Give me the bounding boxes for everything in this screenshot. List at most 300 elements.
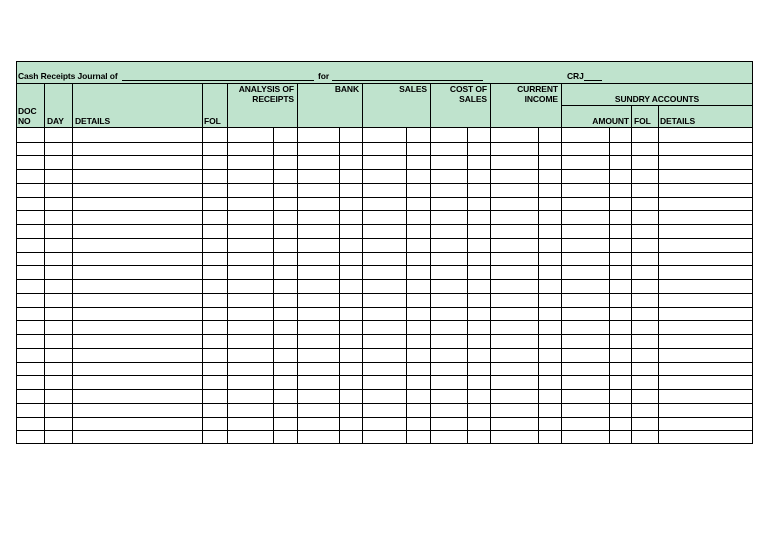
entry-cell[interactable] xyxy=(363,129,406,142)
entry-cell[interactable] xyxy=(431,308,467,320)
entry-cell[interactable] xyxy=(340,253,362,265)
entry-cell[interactable] xyxy=(17,170,44,183)
entry-cell[interactable] xyxy=(363,294,406,307)
entry-cell[interactable] xyxy=(468,335,490,348)
entry-cell[interactable] xyxy=(468,390,490,403)
entry-cell[interactable] xyxy=(228,253,273,265)
entry-cell[interactable] xyxy=(539,431,561,444)
entry-cell[interactable] xyxy=(632,184,658,197)
entry-cell[interactable] xyxy=(431,156,467,169)
entry-cell[interactable] xyxy=(73,198,202,210)
entry-cell[interactable] xyxy=(610,198,631,210)
entry-cell[interactable] xyxy=(431,349,467,362)
entry-cell[interactable] xyxy=(431,431,467,444)
entry-cell[interactable] xyxy=(298,349,339,362)
entry-cell[interactable] xyxy=(228,280,273,293)
entry-cell[interactable] xyxy=(228,184,273,197)
entry-cell[interactable] xyxy=(228,349,273,362)
entry-cell[interactable] xyxy=(17,294,44,307)
entry-cell[interactable] xyxy=(298,170,339,183)
entry-cell[interactable] xyxy=(407,239,430,252)
entry-cell[interactable] xyxy=(659,418,753,430)
entry-cell[interactable] xyxy=(274,308,297,320)
entry-cell[interactable] xyxy=(562,335,609,348)
entry-cell[interactable] xyxy=(274,129,297,142)
entry-cell[interactable] xyxy=(468,404,490,417)
entry-cell[interactable] xyxy=(298,129,339,142)
entry-cell[interactable] xyxy=(491,404,538,417)
entry-cell[interactable] xyxy=(228,321,273,334)
entry-cell[interactable] xyxy=(340,129,362,142)
entry-cell[interactable] xyxy=(73,404,202,417)
entry-cell[interactable] xyxy=(659,225,753,238)
entry-cell[interactable] xyxy=(632,308,658,320)
entry-cell[interactable] xyxy=(274,404,297,417)
entry-cell[interactable] xyxy=(363,225,406,238)
entry-cell[interactable] xyxy=(203,198,227,210)
entry-cell[interactable] xyxy=(610,239,631,252)
entry-cell[interactable] xyxy=(363,198,406,210)
entry-cell[interactable] xyxy=(203,170,227,183)
entry-cell[interactable] xyxy=(228,239,273,252)
entry-cell[interactable] xyxy=(491,376,538,389)
entry-cell[interactable] xyxy=(632,335,658,348)
entry-cell[interactable] xyxy=(491,363,538,375)
entry-cell[interactable] xyxy=(539,170,561,183)
entry-cell[interactable] xyxy=(73,170,202,183)
entry-cell[interactable] xyxy=(340,143,362,155)
entry-cell[interactable] xyxy=(228,156,273,169)
entry-cell[interactable] xyxy=(274,211,297,224)
entry-cell[interactable] xyxy=(203,308,227,320)
entry-cell[interactable] xyxy=(491,390,538,403)
entry-cell[interactable] xyxy=(203,253,227,265)
entry-cell[interactable] xyxy=(468,184,490,197)
entry-cell[interactable] xyxy=(632,156,658,169)
entry-cell[interactable] xyxy=(45,170,72,183)
entry-cell[interactable] xyxy=(228,170,273,183)
entry-cell[interactable] xyxy=(491,349,538,362)
entry-cell[interactable] xyxy=(17,376,44,389)
entry-cell[interactable] xyxy=(340,266,362,279)
entry-cell[interactable] xyxy=(17,211,44,224)
entry-cell[interactable] xyxy=(363,321,406,334)
entry-cell[interactable] xyxy=(562,363,609,375)
entry-cell[interactable] xyxy=(203,431,227,444)
entry-cell[interactable] xyxy=(539,308,561,320)
entry-cell[interactable] xyxy=(363,266,406,279)
entry-cell[interactable] xyxy=(407,156,430,169)
entry-cell[interactable] xyxy=(431,198,467,210)
entry-cell[interactable] xyxy=(363,363,406,375)
entry-cell[interactable] xyxy=(17,156,44,169)
entry-cell[interactable] xyxy=(203,129,227,142)
entry-cell[interactable] xyxy=(203,143,227,155)
entry-cell[interactable] xyxy=(610,280,631,293)
entry-cell[interactable] xyxy=(274,266,297,279)
entry-cell[interactable] xyxy=(203,280,227,293)
entry-cell[interactable] xyxy=(228,225,273,238)
entry-cell[interactable] xyxy=(610,225,631,238)
entry-cell[interactable] xyxy=(203,335,227,348)
entry-cell[interactable] xyxy=(274,294,297,307)
entry-cell[interactable] xyxy=(45,198,72,210)
entry-cell[interactable] xyxy=(228,143,273,155)
entry-cell[interactable] xyxy=(431,390,467,403)
entry-cell[interactable] xyxy=(274,280,297,293)
entry-cell[interactable] xyxy=(491,198,538,210)
entry-cell[interactable] xyxy=(610,390,631,403)
entry-cell[interactable] xyxy=(491,321,538,334)
entry-cell[interactable] xyxy=(468,321,490,334)
entry-cell[interactable] xyxy=(228,404,273,417)
entry-cell[interactable] xyxy=(17,266,44,279)
entry-cell[interactable] xyxy=(298,431,339,444)
entry-cell[interactable] xyxy=(228,198,273,210)
entry-cell[interactable] xyxy=(73,363,202,375)
entry-cell[interactable] xyxy=(203,184,227,197)
entry-cell[interactable] xyxy=(491,418,538,430)
entry-cell[interactable] xyxy=(491,431,538,444)
entry-cell[interactable] xyxy=(228,335,273,348)
entry-cell[interactable] xyxy=(431,170,467,183)
entry-cell[interactable] xyxy=(539,184,561,197)
entry-cell[interactable] xyxy=(659,156,753,169)
entry-cell[interactable] xyxy=(45,280,72,293)
entry-cell[interactable] xyxy=(203,156,227,169)
entry-cell[interactable] xyxy=(407,184,430,197)
entry-cell[interactable] xyxy=(491,335,538,348)
entry-cell[interactable] xyxy=(468,170,490,183)
entry-cell[interactable] xyxy=(562,404,609,417)
entry-cell[interactable] xyxy=(431,266,467,279)
entry-cell[interactable] xyxy=(632,129,658,142)
entry-cell[interactable] xyxy=(340,363,362,375)
entry-cell[interactable] xyxy=(73,253,202,265)
entry-cell[interactable] xyxy=(468,211,490,224)
entry-cell[interactable] xyxy=(274,390,297,403)
entry-cell[interactable] xyxy=(73,390,202,403)
entry-cell[interactable] xyxy=(45,349,72,362)
entry-cell[interactable] xyxy=(203,363,227,375)
entry-cell[interactable] xyxy=(407,363,430,375)
entry-cell[interactable] xyxy=(363,349,406,362)
entry-cell[interactable] xyxy=(539,143,561,155)
entry-cell[interactable] xyxy=(73,335,202,348)
entry-cell[interactable] xyxy=(363,390,406,403)
entry-cell[interactable] xyxy=(562,129,609,142)
entry-cell[interactable] xyxy=(340,308,362,320)
entry-cell[interactable] xyxy=(610,253,631,265)
entry-cell[interactable] xyxy=(659,184,753,197)
entry-cell[interactable] xyxy=(17,280,44,293)
entry-cell[interactable] xyxy=(17,431,44,444)
entry-cell[interactable] xyxy=(610,308,631,320)
entry-cell[interactable] xyxy=(431,143,467,155)
entry-cell[interactable] xyxy=(468,143,490,155)
entry-cell[interactable] xyxy=(610,211,631,224)
entry-cell[interactable] xyxy=(45,376,72,389)
entry-cell[interactable] xyxy=(274,239,297,252)
entry-cell[interactable] xyxy=(562,280,609,293)
entry-cell[interactable] xyxy=(298,143,339,155)
entry-cell[interactable] xyxy=(45,418,72,430)
entry-cell[interactable] xyxy=(431,211,467,224)
entry-cell[interactable] xyxy=(45,390,72,403)
entry-cell[interactable] xyxy=(610,266,631,279)
entry-cell[interactable] xyxy=(298,225,339,238)
entry-cell[interactable] xyxy=(659,404,753,417)
entry-cell[interactable] xyxy=(407,280,430,293)
entry-cell[interactable] xyxy=(203,294,227,307)
entry-cell[interactable] xyxy=(228,431,273,444)
entry-cell[interactable] xyxy=(17,308,44,320)
entry-cell[interactable] xyxy=(45,335,72,348)
entry-cell[interactable] xyxy=(491,225,538,238)
entry-cell[interactable] xyxy=(468,129,490,142)
entry-cell[interactable] xyxy=(298,156,339,169)
entry-cell[interactable] xyxy=(468,294,490,307)
entry-cell[interactable] xyxy=(632,198,658,210)
entry-cell[interactable] xyxy=(340,418,362,430)
entry-cell[interactable] xyxy=(298,363,339,375)
entry-cell[interactable] xyxy=(340,184,362,197)
entry-cell[interactable] xyxy=(491,308,538,320)
entry-cell[interactable] xyxy=(562,266,609,279)
entry-cell[interactable] xyxy=(407,349,430,362)
entry-cell[interactable] xyxy=(562,321,609,334)
entry-cell[interactable] xyxy=(632,266,658,279)
entry-cell[interactable] xyxy=(632,225,658,238)
entry-cell[interactable] xyxy=(632,239,658,252)
entry-cell[interactable] xyxy=(431,253,467,265)
entry-cell[interactable] xyxy=(659,363,753,375)
entry-cell[interactable] xyxy=(298,266,339,279)
entry-cell[interactable] xyxy=(539,418,561,430)
entry-cell[interactable] xyxy=(363,280,406,293)
entry-cell[interactable] xyxy=(562,239,609,252)
entry-cell[interactable] xyxy=(298,390,339,403)
entry-cell[interactable] xyxy=(407,418,430,430)
entry-cell[interactable] xyxy=(298,418,339,430)
entry-cell[interactable] xyxy=(539,349,561,362)
entry-cell[interactable] xyxy=(632,431,658,444)
entry-cell[interactable] xyxy=(17,321,44,334)
entry-cell[interactable] xyxy=(363,156,406,169)
entry-cell[interactable] xyxy=(539,156,561,169)
entry-cell[interactable] xyxy=(562,308,609,320)
entry-cell[interactable] xyxy=(539,266,561,279)
entry-cell[interactable] xyxy=(562,184,609,197)
entry-cell[interactable] xyxy=(562,253,609,265)
entry-cell[interactable] xyxy=(274,321,297,334)
entry-cell[interactable] xyxy=(610,349,631,362)
entry-cell[interactable] xyxy=(274,253,297,265)
entry-cell[interactable] xyxy=(298,335,339,348)
entry-cell[interactable] xyxy=(610,321,631,334)
entry-cell[interactable] xyxy=(632,363,658,375)
entry-cell[interactable] xyxy=(340,280,362,293)
entry-cell[interactable] xyxy=(17,349,44,362)
entry-cell[interactable] xyxy=(407,390,430,403)
entry-cell[interactable] xyxy=(298,239,339,252)
entry-cell[interactable] xyxy=(363,335,406,348)
entry-cell[interactable] xyxy=(632,253,658,265)
entry-cell[interactable] xyxy=(45,129,72,142)
entry-cell[interactable] xyxy=(632,404,658,417)
entry-cell[interactable] xyxy=(659,390,753,403)
entry-cell[interactable] xyxy=(610,363,631,375)
entry-cell[interactable] xyxy=(468,225,490,238)
entry-cell[interactable] xyxy=(363,418,406,430)
entry-cell[interactable] xyxy=(274,156,297,169)
entry-cell[interactable] xyxy=(632,376,658,389)
entry-cell[interactable] xyxy=(659,266,753,279)
entry-cell[interactable] xyxy=(562,156,609,169)
entry-cell[interactable] xyxy=(407,225,430,238)
entry-cell[interactable] xyxy=(203,390,227,403)
entry-cell[interactable] xyxy=(363,376,406,389)
entry-cell[interactable] xyxy=(45,266,72,279)
entry-cell[interactable] xyxy=(73,266,202,279)
entry-cell[interactable] xyxy=(407,294,430,307)
entry-cell[interactable] xyxy=(298,404,339,417)
entry-cell[interactable] xyxy=(659,198,753,210)
entry-cell[interactable] xyxy=(340,335,362,348)
entry-cell[interactable] xyxy=(340,294,362,307)
journal-period-blank[interactable] xyxy=(332,80,483,81)
entry-cell[interactable] xyxy=(274,431,297,444)
entry-cell[interactable] xyxy=(407,129,430,142)
entry-cell[interactable] xyxy=(274,335,297,348)
entry-cell[interactable] xyxy=(73,321,202,334)
entry-cell[interactable] xyxy=(407,321,430,334)
entry-cell[interactable] xyxy=(363,239,406,252)
entry-cell[interactable] xyxy=(431,335,467,348)
entry-cell[interactable] xyxy=(431,418,467,430)
entry-cell[interactable] xyxy=(340,225,362,238)
entry-cell[interactable] xyxy=(610,294,631,307)
entry-cell[interactable] xyxy=(228,390,273,403)
entry-cell[interactable] xyxy=(610,170,631,183)
entry-cell[interactable] xyxy=(431,184,467,197)
entry-cell[interactable] xyxy=(539,363,561,375)
entry-cell[interactable] xyxy=(340,198,362,210)
entry-cell[interactable] xyxy=(491,280,538,293)
entry-cell[interactable] xyxy=(298,198,339,210)
entry-cell[interactable] xyxy=(468,418,490,430)
entry-cell[interactable] xyxy=(17,363,44,375)
entry-cell[interactable] xyxy=(45,294,72,307)
entry-cell[interactable] xyxy=(491,170,538,183)
entry-cell[interactable] xyxy=(45,143,72,155)
entry-cell[interactable] xyxy=(73,143,202,155)
entry-cell[interactable] xyxy=(562,431,609,444)
entry-cell[interactable] xyxy=(539,280,561,293)
entry-cell[interactable] xyxy=(468,376,490,389)
entry-cell[interactable] xyxy=(228,363,273,375)
entry-cell[interactable] xyxy=(73,184,202,197)
entry-cell[interactable] xyxy=(539,211,561,224)
entry-cell[interactable] xyxy=(632,418,658,430)
entry-cell[interactable] xyxy=(274,184,297,197)
entry-cell[interactable] xyxy=(610,418,631,430)
entry-cell[interactable] xyxy=(45,156,72,169)
entry-cell[interactable] xyxy=(539,376,561,389)
entry-cell[interactable] xyxy=(539,390,561,403)
entry-cell[interactable] xyxy=(539,239,561,252)
entry-cell[interactable] xyxy=(340,376,362,389)
entry-cell[interactable] xyxy=(539,294,561,307)
entry-cell[interactable] xyxy=(17,253,44,265)
entry-cell[interactable] xyxy=(228,294,273,307)
entry-cell[interactable] xyxy=(17,418,44,430)
entry-cell[interactable] xyxy=(340,239,362,252)
entry-cell[interactable] xyxy=(17,198,44,210)
entry-cell[interactable] xyxy=(610,404,631,417)
entry-cell[interactable] xyxy=(659,170,753,183)
entry-cell[interactable] xyxy=(45,225,72,238)
entry-cell[interactable] xyxy=(632,170,658,183)
entry-cell[interactable] xyxy=(468,308,490,320)
entry-cell[interactable] xyxy=(203,266,227,279)
entry-cell[interactable] xyxy=(539,335,561,348)
entry-cell[interactable] xyxy=(228,308,273,320)
entry-cell[interactable] xyxy=(491,211,538,224)
entry-cell[interactable] xyxy=(610,184,631,197)
entry-cell[interactable] xyxy=(491,266,538,279)
entry-cell[interactable] xyxy=(407,211,430,224)
entry-cell[interactable] xyxy=(562,170,609,183)
entry-cell[interactable] xyxy=(468,363,490,375)
entry-cell[interactable] xyxy=(632,294,658,307)
entry-cell[interactable] xyxy=(562,390,609,403)
entry-cell[interactable] xyxy=(468,266,490,279)
entry-cell[interactable] xyxy=(45,211,72,224)
journal-owner-blank[interactable] xyxy=(122,80,314,81)
entry-cell[interactable] xyxy=(340,211,362,224)
entry-cell[interactable] xyxy=(363,431,406,444)
entry-cell[interactable] xyxy=(468,280,490,293)
entry-cell[interactable] xyxy=(562,198,609,210)
entry-cell[interactable] xyxy=(659,376,753,389)
entry-cell[interactable] xyxy=(298,184,339,197)
entry-cell[interactable] xyxy=(407,253,430,265)
entry-cell[interactable] xyxy=(610,431,631,444)
entry-cell[interactable] xyxy=(610,129,631,142)
entry-cell[interactable] xyxy=(431,280,467,293)
entry-cell[interactable] xyxy=(431,129,467,142)
entry-cell[interactable] xyxy=(659,253,753,265)
entry-cell[interactable] xyxy=(632,143,658,155)
entry-cell[interactable] xyxy=(539,253,561,265)
entry-cell[interactable] xyxy=(491,143,538,155)
entry-cell[interactable] xyxy=(45,184,72,197)
entry-cell[interactable] xyxy=(45,308,72,320)
entry-cell[interactable] xyxy=(431,294,467,307)
entry-cell[interactable] xyxy=(407,170,430,183)
entry-cell[interactable] xyxy=(562,376,609,389)
entry-cell[interactable] xyxy=(228,266,273,279)
entry-cell[interactable] xyxy=(73,211,202,224)
entry-cell[interactable] xyxy=(363,184,406,197)
entry-cell[interactable] xyxy=(340,390,362,403)
entry-cell[interactable] xyxy=(407,198,430,210)
entry-cell[interactable] xyxy=(340,156,362,169)
entry-cell[interactable] xyxy=(610,156,631,169)
entry-cell[interactable] xyxy=(274,376,297,389)
entry-cell[interactable] xyxy=(17,335,44,348)
